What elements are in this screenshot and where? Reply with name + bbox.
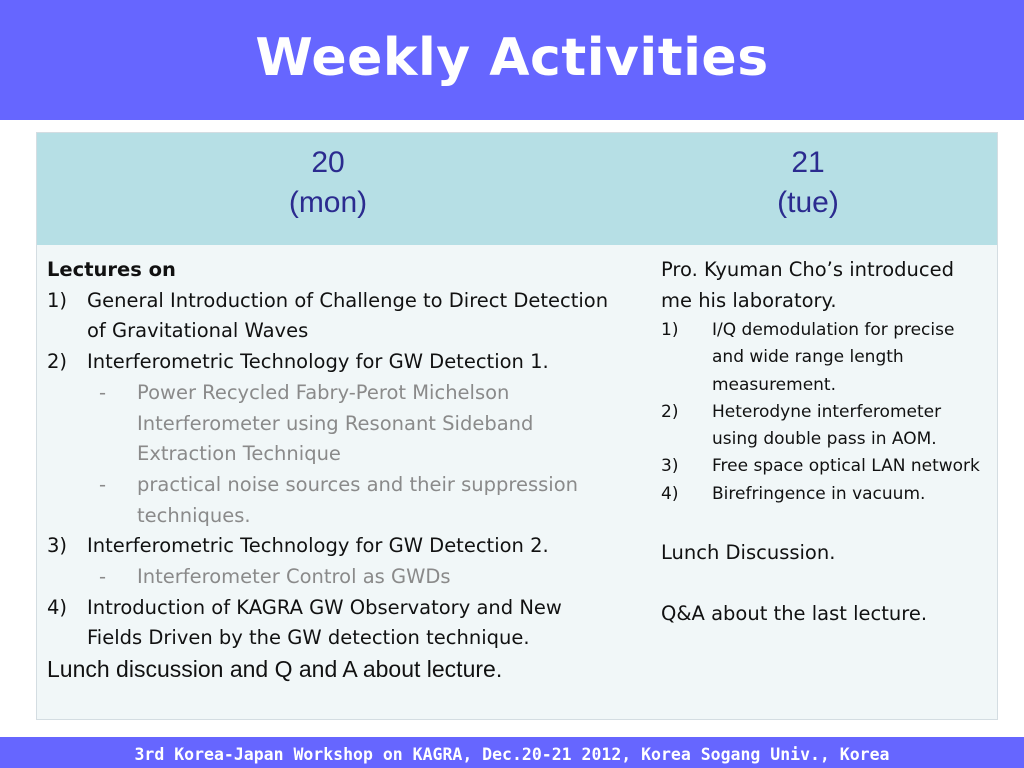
day-21-intro: Pro. Kyuman Cho’s introduced me his laboratory. xyxy=(661,258,954,312)
lecture-number: 3) xyxy=(47,534,68,558)
spacer xyxy=(661,569,991,599)
title-bar xyxy=(0,0,1024,120)
subitem-text: practical noise sources and their suppression techniques. xyxy=(137,472,578,527)
lab-topic-item xyxy=(661,481,991,508)
lab-topic-number: 3) xyxy=(661,456,679,477)
subitem-text: Interferometer Control as GWDs xyxy=(137,565,451,589)
footer-bar xyxy=(0,737,1024,768)
slide-title: Weekly Activities xyxy=(255,28,769,88)
lecture-text: General Introduction of Challenge to Direct Detection of Gravitational Waves xyxy=(87,288,609,343)
lectures-heading: Lectures on xyxy=(47,258,176,281)
lab-topic-text: Birefringence in vacuum. xyxy=(712,483,926,504)
lab-topic-list xyxy=(661,317,991,508)
lab-topic-text: I/Q demodulation for precise and wide range length measurement. xyxy=(712,320,955,395)
lab-topic-item xyxy=(661,399,991,454)
lab-topic-text: Heterodyne interferometer using double pass in AOM. xyxy=(712,401,942,450)
lecture-text: Interferometric Technology for GW Detection 1. xyxy=(87,350,549,374)
lab-topic-number: 4) xyxy=(661,483,679,504)
day-20-weekday: (mon) xyxy=(288,186,368,219)
lecture-subitem xyxy=(47,470,612,531)
lab-topic-text: Free space optical LAN network xyxy=(712,456,980,477)
lecture-item xyxy=(47,593,612,654)
lecture-item xyxy=(47,531,612,562)
day-21-weekday: (tue) xyxy=(777,186,839,219)
lecture-text: Introduction of KAGRA GW Observatory and New Fields Driven by the GW detection technique. xyxy=(87,595,562,650)
lab-topic-item xyxy=(661,453,991,480)
table-body-row xyxy=(37,245,997,719)
subitem-text: Power Recycled Fabry-Perot Michelson Interferometer using Resonant Sideband Extraction Technique xyxy=(137,380,534,466)
header-cell-day-21 xyxy=(619,133,997,245)
lecture-item xyxy=(47,347,612,378)
dash-bullet: - xyxy=(99,380,107,404)
lecture-number: 4) xyxy=(47,595,68,619)
table-header-row xyxy=(37,133,997,245)
day-20-content xyxy=(47,255,612,684)
day-21-date: 21 xyxy=(791,146,825,179)
day-21-qa-note: Q&A about the last lecture. xyxy=(661,601,928,625)
footer-text: 3rd Korea-Japan Workshop on KAGRA, Dec.20-21 2012, Korea Sogang Univ., Korea xyxy=(134,745,890,764)
lab-topic-number: 1) xyxy=(661,320,679,340)
lab-topic-number: 2) xyxy=(661,401,679,422)
day-21-content xyxy=(661,255,991,629)
dash-bullet: - xyxy=(99,565,107,589)
lecture-item xyxy=(47,286,612,347)
lecture-subitem xyxy=(47,562,612,593)
lecture-text: Interferometric Technology for GW Detection 2. xyxy=(87,534,549,558)
dash-bullet: - xyxy=(99,472,107,496)
day-20-lunch-note: Lunch discussion and Q and A about lecture. xyxy=(47,656,503,683)
lecture-number: 1) xyxy=(47,288,68,312)
header-cell-day-20 xyxy=(37,133,619,245)
lecture-number: 2) xyxy=(47,350,68,374)
lab-topic-item xyxy=(661,317,991,399)
lecture-subitem xyxy=(47,378,612,470)
schedule-table xyxy=(36,132,998,720)
spacer xyxy=(661,508,991,538)
day-21-lunch-note: Lunch Discussion. xyxy=(661,541,836,565)
day-20-date: 20 xyxy=(311,146,345,179)
